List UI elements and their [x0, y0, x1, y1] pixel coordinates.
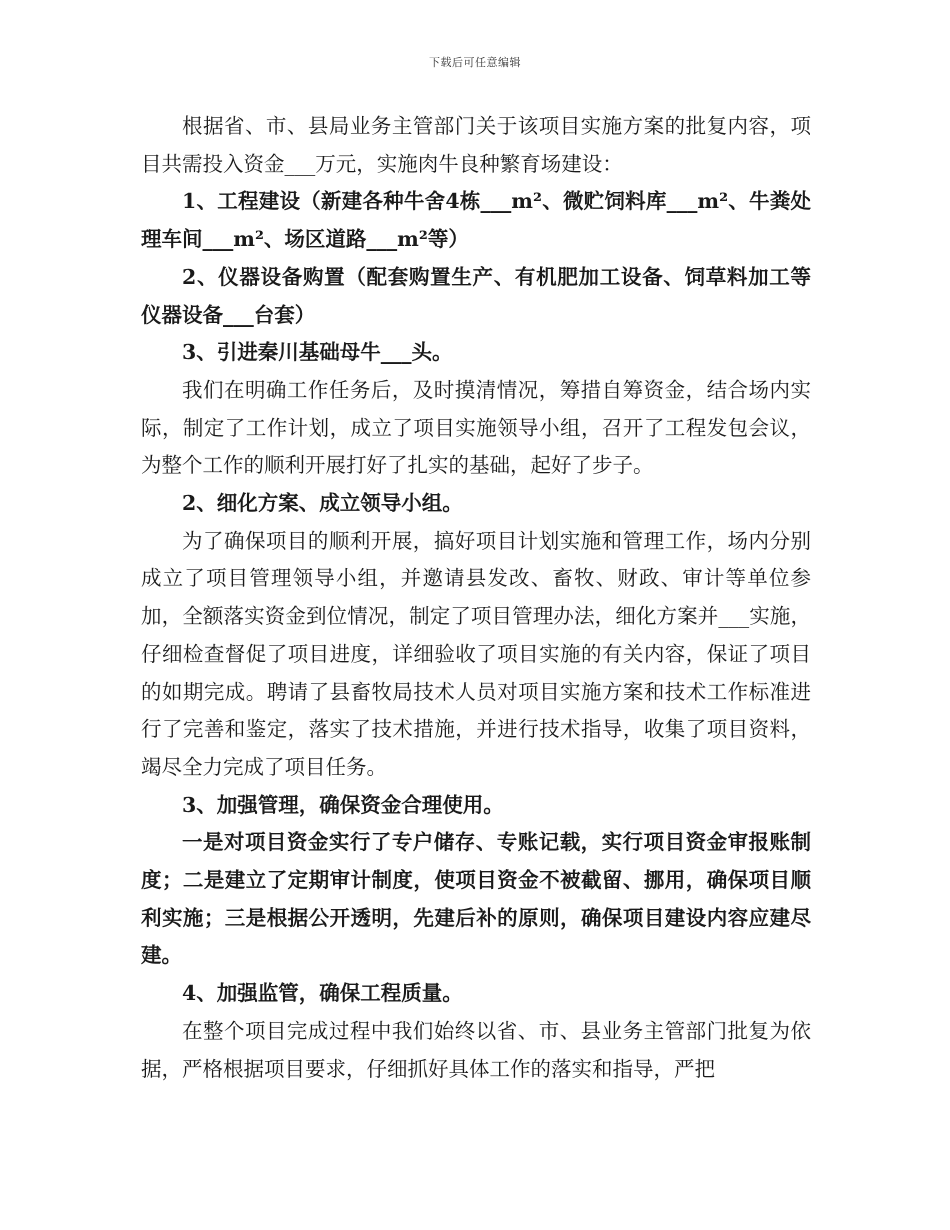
paragraph-intro: 根据省、市、县局业务主管部门关于该项目实施方案的批复内容，项目共需投入资金___万元，实施肉牛良种繁育场建设：: [141, 114, 811, 176]
paragraph-item-equipment: 2、仪器设备购置（配套购置生产、有机肥加工设备、饲草料加工等仪器设备___台套）: [141, 264, 811, 327]
paragraph-item-cattle: 3、引进秦川基础母牛___头。: [182, 340, 453, 365]
paragraph-refine-plan: 为了确保项目的顺利开展，搞好项目计划实施和管理工作，场内分别成立了项目管理领导小组，并邀请县发改、畜牧、财政、审计等单位参加，全额落实资金到位情况，制定了项目管理办法，细化方案并___实施，仔细检查督促了项目进度，详细验收了项目实施的有关内容，保证了项目的如期完成。聘请了县畜牧局技术人员对项目实施方案和技术工作标准进行了完善和鉴定，落实了技术措施，并进行技术指导，收集了项目资料，竭尽全力完成了项目任务。: [141, 528, 811, 779]
paragraph-fund-management: 一是对项目资金实行了专户储存、专账记载，实行项目资金审报账制度；二是建立了定期审计制度，使项目资金不被截留、挪用，确保项目顺利实施；三是根据公开透明，先建后补的原则，确保项目建设内容应建尽建。: [141, 830, 811, 968]
section-heading-fund-management: 3、加强管理，确保资金合理使用。: [182, 792, 504, 817]
section-heading-quality-supervision: 4、加强监管，确保工程质量。: [182, 981, 463, 1006]
page-header-note: 下载后可任意编辑: [429, 56, 521, 69]
paragraph-quality-supervision: 在整个项目完成过程中我们始终以省、市、县业务主管部门批复为依据，严格根据项目要求，仔细抓好具体工作的落实和指导，严把: [141, 1018, 811, 1081]
paragraph-item-engineering: 1、工程建设（新建各种牛舍4栋___m²、微贮饲料库___m²、牛粪处理车间___m²、场区道路___m²等）: [141, 189, 811, 252]
section-heading-refine-plan: 2、细化方案、成立领导小组。: [182, 491, 463, 516]
document-body: [141, 108, 811, 1088]
paragraph-preparation: 我们在明确工作任务后，及时摸清情况，筹措自筹资金，结合场内实际，制定了工作计划，成立了项目实施领导小组，召开了工程发包会议，为整个工作的顺利开展打好了扎实的基础，起好了步子。: [141, 377, 811, 478]
